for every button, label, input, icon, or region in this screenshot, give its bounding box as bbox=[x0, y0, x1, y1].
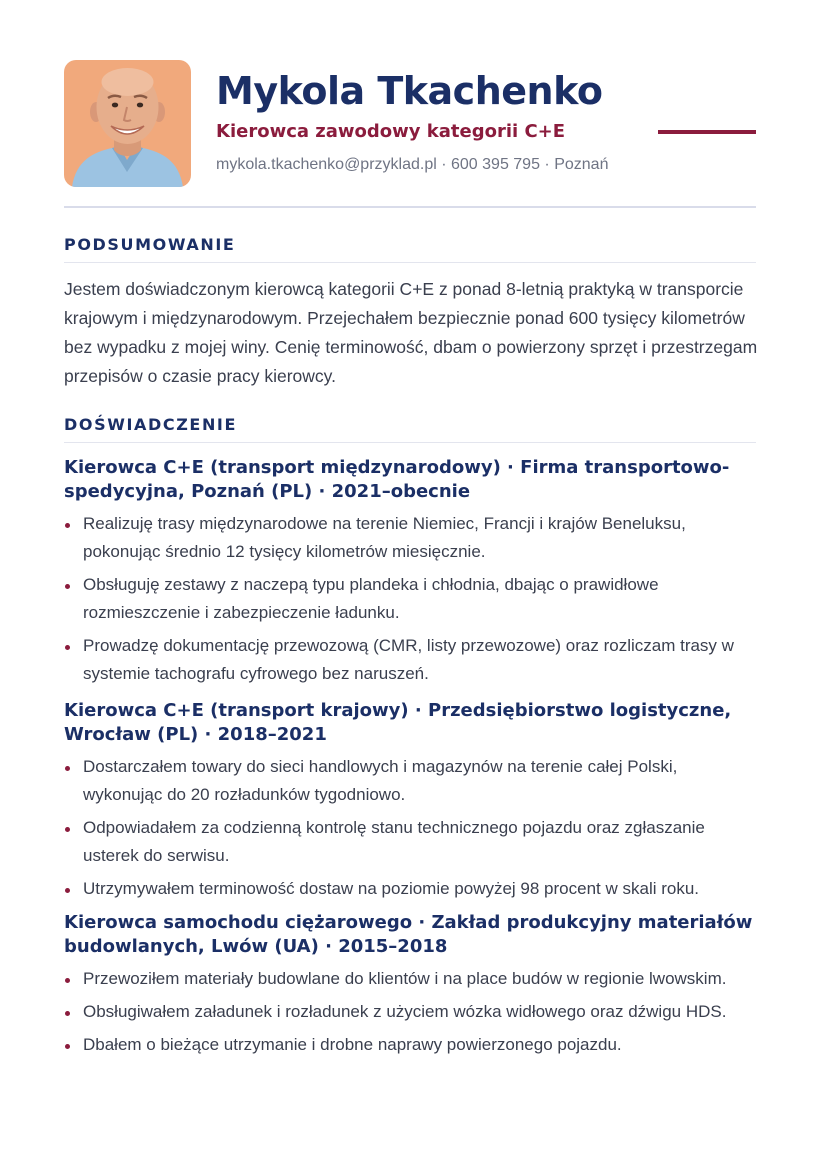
job-bullet: Utrzymywałem terminowość dostaw na poziomie powyżej 98 procent w skali roku. bbox=[64, 875, 758, 903]
summary-section-title: PODSUMOWANIE bbox=[64, 235, 236, 254]
job-entry bbox=[64, 911, 758, 1064]
candidate-name: Mykola Tkachenko bbox=[216, 69, 603, 113]
cv-header bbox=[64, 60, 756, 190]
job-bullet: Dostarczałem towary do sieci handlowych i magazynów na terenie całej Polski, wykonując do 20 rozładunków tygodniowo. bbox=[64, 753, 758, 809]
job-title: Kierowca C+E (transport międzynarodowy) · Firma transportowo-spedycyjna, Poznań (PL) · 2021–obecnie bbox=[64, 457, 730, 502]
job-title: Kierowca samochodu ciężarowego · Zakład produkcyjny materiałów budowlanych, Lwów (UA) · 2015–2018 bbox=[64, 912, 753, 957]
profile-portrait-image bbox=[64, 60, 191, 187]
job-entry bbox=[64, 456, 758, 693]
summary-section-rule bbox=[64, 262, 756, 263]
experience-section-title: DOŚWIADCZENIE bbox=[64, 415, 238, 434]
job-bullets bbox=[64, 753, 758, 903]
job-bullets bbox=[64, 965, 758, 1059]
job-bullet: Obsługuję zestawy z naczepą typu plandeka i chłodnia, dbając o prawidłowe rozmieszczenie i zabezpieczenie ładunku. bbox=[64, 571, 758, 627]
job-role: Kierowca zawodowy kategorii C+E bbox=[216, 121, 566, 142]
contact-info: mykola.tkachenko@przyklad.pl · 600 395 795 · Poznań bbox=[216, 156, 609, 173]
summary-text: Jestem doświadczonym kierowcą kategorii C+E z ponad 8-letnią praktyką w transporcie krajowym i międzynarodowym. Przejechałem bezpiecznie ponad 600 tysięcy kilometrów bez wypadku z mojej winy. Cenię terminowość, dbam o powierzony sprzęt i przestrzegam przepisów o czasie pracy kierowcy. bbox=[64, 279, 758, 386]
job-title: Kierowca C+E (transport krajowy) · Przedsiębiorstwo logistyczne, Wrocław (PL) · 2018–2021 bbox=[64, 700, 732, 745]
job-bullet: Realizuję trasy międzynarodowe na terenie Niemiec, Francji i krajów Beneluksu, pokonując średnio 12 tysięcy kilometrów miesięcznie. bbox=[64, 510, 758, 566]
accent-line bbox=[658, 130, 756, 134]
profile-photo bbox=[64, 60, 191, 187]
job-bullet: Dbałem o bieżące utrzymanie i drobne naprawy powierzonego pojazdu. bbox=[64, 1031, 758, 1059]
job-bullets bbox=[64, 510, 758, 688]
header-divider bbox=[64, 206, 756, 208]
job-bullet: Prowadzę dokumentację przewozową (CMR, listy przewozowe) oraz rozliczam trasy w systemie tachografu cyfrowego bez naruszeń. bbox=[64, 632, 758, 688]
job-entry bbox=[64, 699, 758, 908]
job-bullet: Obsługiwałem załadunek i rozładunek z użyciem wózka widłowego oraz dźwigu HDS. bbox=[64, 998, 758, 1026]
job-bullet: Odpowiadałem za codzienną kontrolę stanu technicznego pojazdu oraz zgłaszanie usterek do serwisu. bbox=[64, 814, 758, 870]
job-bullet: Przewoziłem materiały budowlane do klientów i na place budów w regionie lwowskim. bbox=[64, 965, 758, 993]
experience-section-rule bbox=[64, 442, 756, 443]
